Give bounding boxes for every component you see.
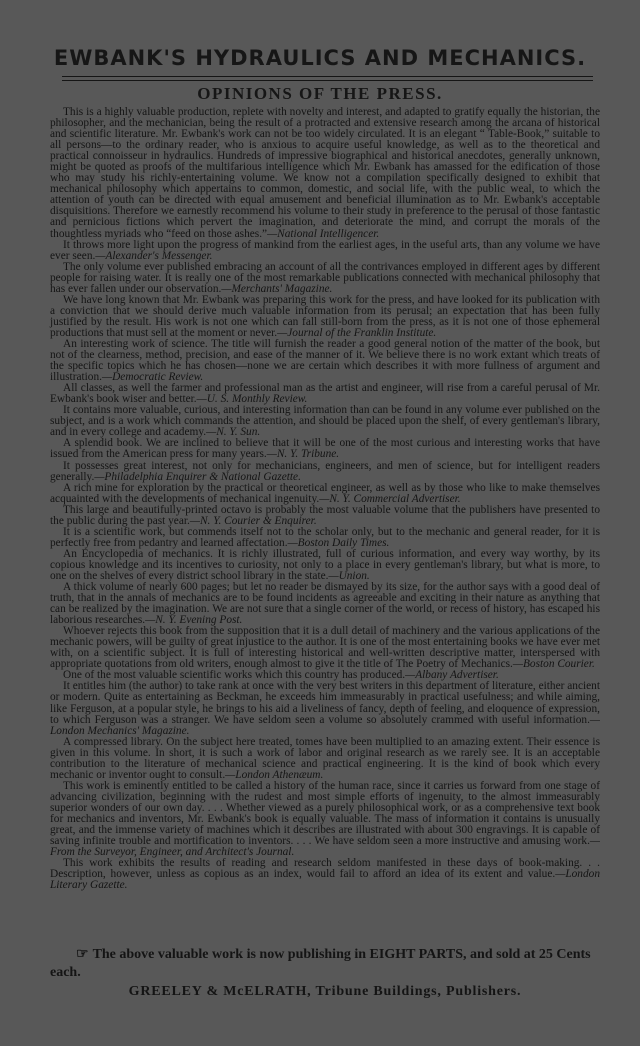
review-paragraph	[50, 505, 600, 527]
review-source: —Democratic Review.	[102, 371, 204, 384]
review-source: —Boston Courier.	[512, 658, 595, 671]
review-text: A splendid book. We are inclined to believe that it will be one of the most curious and interesting works that have issued from the American press for many years.	[50, 437, 600, 461]
review-paragraph	[50, 438, 600, 460]
review-text: A thick volume of nearly 600 pages; but let no reader be dismayed by its size, for the author says with a good deal of truth, that in the annals of mechanics are to be found incidents as agreeable and exciting in their nature as anything that can be realized by the imagination. We are not sure that a single corner of the world, or recess of history, has escaped his laborious researches.	[50, 581, 600, 627]
closing-block	[50, 946, 600, 1002]
review-text: An interesting work of science. The title will furnish the reader a good general notion of the matter of the book, but not of the clearness, method, precision, and ease of the manner of it. We believe there is no work extant which treats of the specific topics which he has chosen—none we are certain which describes it with more fullness of argument and illustration.	[50, 337, 600, 384]
pointing-hand-icon: ☞	[76, 947, 89, 962]
review-source: —London Athenæum.	[225, 768, 324, 781]
review-paragraph	[50, 681, 600, 736]
review-source: —From the Surveyor, Engineer, and Architect's Journal.	[50, 835, 600, 859]
review-source: —London Literary Gazette.	[50, 868, 600, 892]
review-text: Whoever rejects this book from the supposition that it is a dull detail of machinery and the various applications of the mechanic powers, will be guilty of great injustice to the author. It is one of the most entertaining books we have ever met with, on a scientific subject. It is full of interesting historical and well-written descriptive matter, interspersed with appropriate quotations from old writers, enough almost to give it the title of The Poetry of Mechanics.	[50, 625, 600, 671]
review-text: It possesses great interest, not only for mechanicians, engineers, and men of science, but for intelligent readers generally.	[50, 459, 600, 483]
review-text: This work exhibits the results of reading and research seldom manifested in these days of book-making. . . Description, however, unless as copious as an index, would fail to afford an idea of its extent and value.	[50, 857, 600, 881]
review-source: —Albany Advertiser.	[405, 669, 499, 682]
review-paragraph	[50, 405, 600, 438]
review-text: A rich mine for exploration by the practical or theoretical engineer, as well as by those who like to make themselves acquainted with the developments of mechanical ingenuity.	[50, 481, 600, 505]
review-source: —National Intelligencer.	[267, 227, 380, 240]
review-text: All classes, as well the farmer and professional man as the artist and engineer, will rise from a careful perusal of Mr. Ewbank's book wiser and better.	[50, 382, 600, 406]
sales-notice-text: The above valuable work is now publishing in EIGHT PARTS, and sold at 25 Cents each.	[50, 947, 591, 980]
review-paragraph	[50, 737, 600, 781]
review-source: —Philadelphia Enquirer & National Gazette.	[94, 470, 301, 483]
review-source: —N. Y. Tribune.	[266, 448, 340, 461]
review-source: —Journal of the Franklin Institute.	[277, 326, 437, 339]
publisher-line: GREELEY & McELRATH, Tribune Buildings, Publishers.	[128, 984, 522, 999]
review-text: It is a scientific work, but commends itself not to the scholar only, but to the mechanic and general reader, for it is perfectly free from pedantry and learned affectation.	[50, 525, 600, 549]
title-rule	[62, 76, 593, 81]
section-heading: OPINIONS OF THE PRESS.	[197, 84, 443, 103]
press-reviews	[50, 107, 600, 891]
review-paragraph	[50, 240, 600, 262]
review-source: —Alexander's Messenger.	[95, 249, 213, 262]
review-text: It entitles him (the author) to take rank at once with the very best writers in this department of literature, either ancient or modern. Quite as entertaining as Beckman, he exceeds him immeasurably in practical usefulness; and while aiming, like Ferguson, at a popular style, he brings to his aid a liveliness of fancy, depth of feeling, and eloquence of expression, to which Ferguson was a stranger. We have seldom seen a volume so absolutely crammed with useful information.	[50, 680, 600, 726]
review-text: This large and beautifully-printed octavo is probably the most valuable volume that the publishers have presented to the public during the past year.	[50, 503, 600, 527]
review-source: —Union.	[328, 569, 370, 582]
review-text: We have long known that Mr. Ewbank was preparing this work for the press, and have looked for its publication with a conviction that we should derive much valuable information from its perusal; an expectation that has been fully justified by the result. His work is not one which can fall still-born from the press, as it is not one of those ephemeral productions that must sell at the moment or never.	[50, 293, 600, 339]
review-source: —N. Y. Sun.	[206, 426, 261, 439]
review-paragraph	[50, 549, 600, 582]
review-text: It contains more valuable, curious, and interesting information than can be found in any volume ever published on the subject, and is a work which commands the attention, and should be placed upon the shelf, of every gentleman's library, and in every college and academy.	[50, 404, 600, 439]
review-paragraph	[50, 383, 600, 405]
review-source: —Boston Daily Times.	[287, 536, 390, 549]
review-text: A compressed library. On the subject here treated, tomes have been multiplied to an amazing extent. Their essence is given in this volume. In short, it is such a work of labor and original research as we rarely see. It is an acceptable contribution to the literature of mechanical science and practical engineering. It is the kind of book which every mechanic or inventor ought to consult.	[50, 735, 600, 781]
review-text: It throws more light upon the progress of mankind from the earliest ages, in the useful arts, than any volume we have ever seen.	[50, 238, 600, 262]
review-source: —N. Y. Commercial Advertiser.	[319, 492, 461, 505]
review-text: This is a highly valuable production, replete with novelty and interest, and adapted to gratify equally the historian, the philosopher, and the mechanician, being the result of a protracted and extensive research among the arcana of historical and scientific literature. Mr. Ewbank's work can not be too widely circulated. It is an elegant “ Table-Book,” suitable to all persons—to the ordinary reader, who is anxious to acquire useful knowledge, as well as to the theoretical and practical connoisseur in hydraulics. Hundreds of impressive biographical and historical anecdotes, generally unknown, might be quoted as proofs of the multifarious intelligence which Mr. Ewbank has amassed for the edification of those who may study his richly-entertaining volume. We know not a compilation specifically designed to exhibit that mechanical philosophy which appertains to common, domestic, and social life, with the public weal, to which the attention of youth can be directed with equal amusement and beneficial illumination as to Mr. Ewbank's acceptable disquisitions. Therefore we earnestly recommend his volume to their study in preference to the perusal of those fantastic and pernicious fictions which pervert the imagination, and deteriorate the mind, and corrupt the morals of the thoughtless myriads who “feed on those ashes.”	[50, 106, 600, 240]
review-source: —N. Y. Evening Post.	[145, 614, 243, 627]
review-text: This work is eminently entitled to be called a history of the human race, since it carries us forward from one stage of advancing civilization, beginning with the rudest and most simple efforts of ingenuity, to the almost immeasurably superior wonders of our own day. . . . Whether viewed as a purely philosophical work, or as a comprehensive text book for mechanics and inventors, Mr. Ewbank's book is equally valuable. The mass of information it contains is unusually great, and the immense variety of machines which it describes are illustrated with about 300 engravings. It is capable of saving infinite trouble and mortification to inventors. . . . We have seldom seen a more instructive and amusing work.	[50, 779, 600, 848]
running-title: EWBANK'S HYDRAULICS AND MECHANICS.	[53, 46, 587, 70]
review-paragraph	[50, 483, 600, 505]
review-paragraph	[50, 781, 600, 858]
review-source: —U. S. Monthly Review.	[196, 393, 308, 406]
review-source: —Merchants' Magazine.	[221, 282, 333, 295]
sales-notice	[50, 946, 600, 982]
review-paragraph	[50, 295, 600, 339]
review-text: One of the most valuable scientific works which this country has produced.	[63, 669, 406, 682]
review-paragraph	[50, 626, 600, 670]
review-text: The only volume ever published embracing an account of all the contrivances employed in different ages by different people for raising water. It is really one of the most remarkable publications connected with mechanical philosophy that has ever fallen under our observation.	[50, 260, 600, 295]
review-paragraph	[50, 527, 600, 549]
review-paragraph	[50, 339, 600, 383]
review-paragraph	[50, 858, 600, 891]
review-paragraph	[50, 262, 600, 295]
review-text: An Encyclopedia of mechanics. It is richly illustrated, full of curious information, and every way worthy, by its copious knowledge and its incentives to curiosity, not only to a place in every gentleman's library, but what is more, to one on the shelves of every district school library in the state.	[50, 547, 600, 582]
review-paragraph	[50, 107, 600, 240]
review-paragraph	[50, 582, 600, 626]
review-source: —London Mechanics' Magazine.	[50, 713, 600, 737]
review-paragraph	[50, 461, 600, 483]
review-source: —N. Y. Courier & Enquirer.	[189, 514, 317, 527]
